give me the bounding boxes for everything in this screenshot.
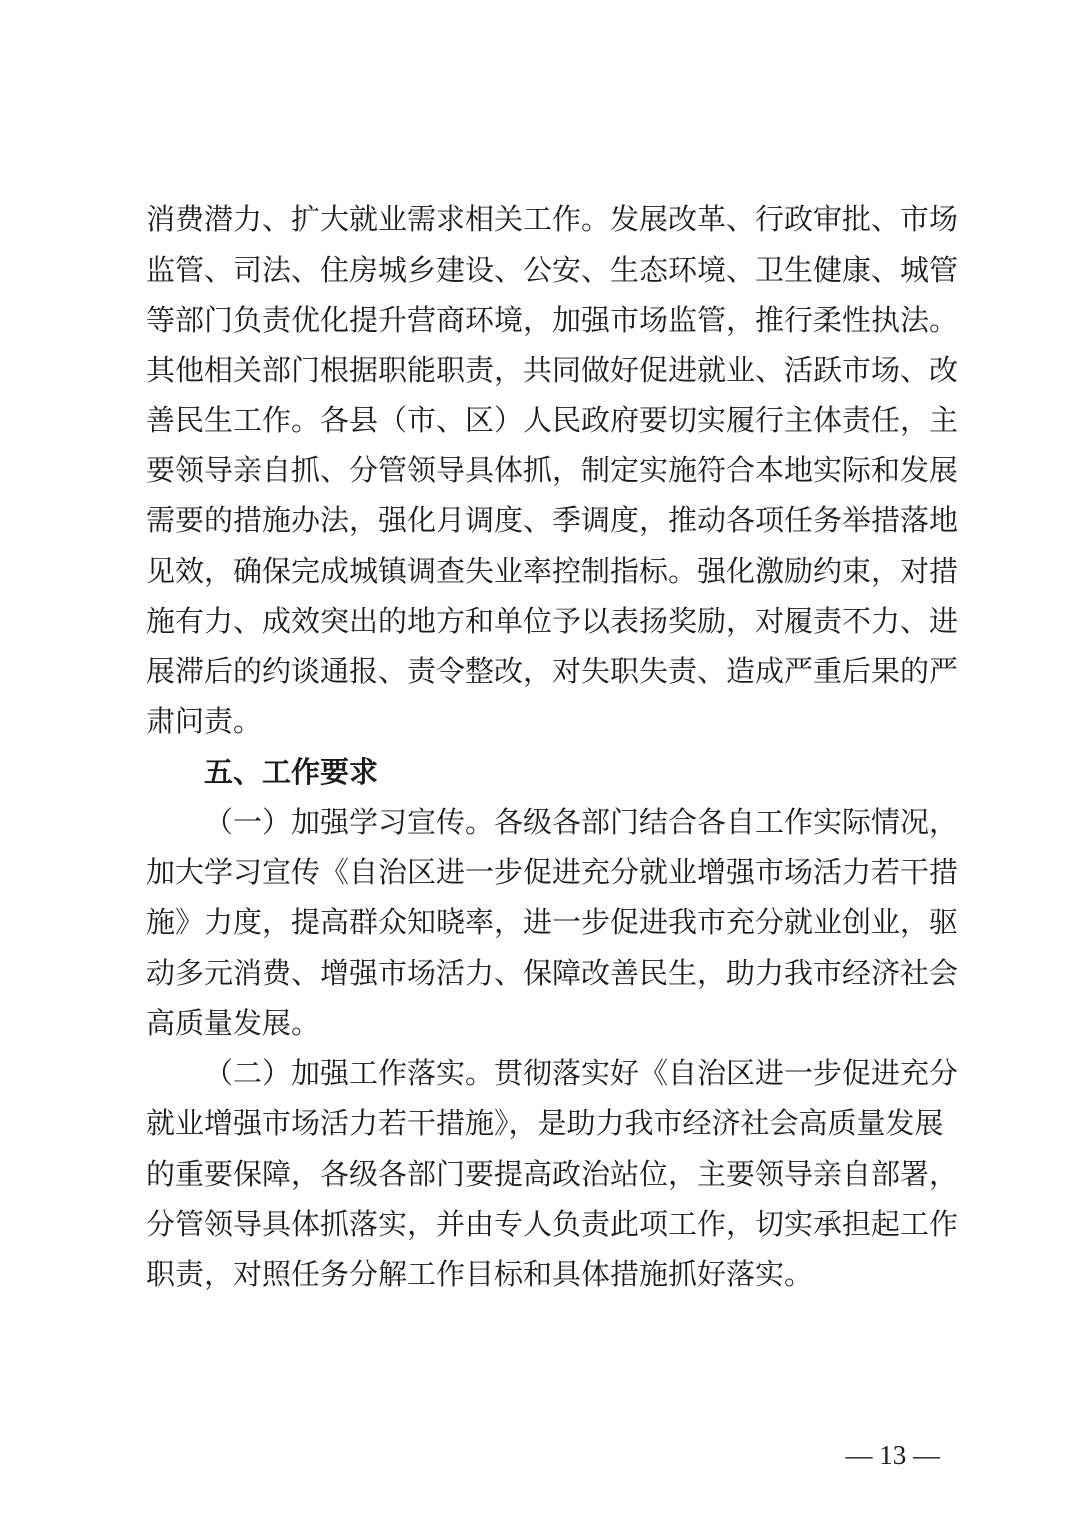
body-line: 要领导亲自抓、分管领导具体抓，制定实施符合本地实际和发展 [146, 453, 959, 487]
item-1-line: 施》力度，提高群众知晓率，进一步促进我市充分就业创业，驱 [146, 905, 959, 939]
body-line: 施有力、成效突出的地方和单位予以表扬奖励，对履责不力、进 [146, 604, 959, 638]
page-number: — 13 — [845, 1440, 940, 1470]
body-line: 等部门负责优化提升营商环境，加强市场监管，推行柔性执法。 [146, 303, 959, 337]
item-2-line: 职责，对照任务分解工作目标和具体措施抓好落实。 [146, 1257, 814, 1291]
item-1-line: 动多元消费、增强市场活力、保障改善民生，助力我市经济社会 [146, 956, 959, 990]
body-line: 肃问责。 [146, 704, 263, 738]
item-1-line: （一）加强学习宣传。各级各部门结合各自工作实际情况， [204, 805, 959, 839]
section-heading: 五、工作要求 [204, 755, 379, 789]
item-2-line: 分管领导具体抓落实，并由专人负责此项工作，切实承担起工作 [146, 1207, 959, 1241]
body-line: 需要的措施办法，强化月调度、季调度，推动各项任务举措落地 [146, 503, 959, 537]
body-line: 消费潜力、扩大就业需求相关工作。发展改革、行政审批、市场 [146, 202, 959, 236]
body-line: 见效，确保完成城镇调查失业率控制指标。强化激励约束，对措 [146, 554, 959, 588]
item-2-line: （二）加强工作落实。贯彻落实好《自治区进一步促进充分 [204, 1056, 959, 1090]
body-line: 其他相关部门根据职能职责，共同做好促进就业、活跃市场、改 [146, 353, 959, 387]
item-1-line: 高质量发展。 [146, 1006, 321, 1040]
item-2-line: 的重要保障，各级各部门要提高政治站位，主要领导亲自部署， [146, 1157, 959, 1191]
body-line: 展滞后的约谈通报、责令整改，对失职失责、造成严重后果的严 [146, 654, 959, 688]
item-2-line: 就业增强市场活力若干措施》，是助力我市经济社会高质量发展 [146, 1106, 944, 1140]
item-1-line: 加大学习宣传《自治区进一步促进充分就业增强市场活力若干措 [146, 855, 959, 889]
body-line: 善民生工作。各县（市、区）人民政府要切实履行主体责任，主 [146, 403, 959, 437]
body-line: 监管、司法、住房城乡建设、公安、生态环境、卫生健康、城管 [146, 253, 959, 287]
